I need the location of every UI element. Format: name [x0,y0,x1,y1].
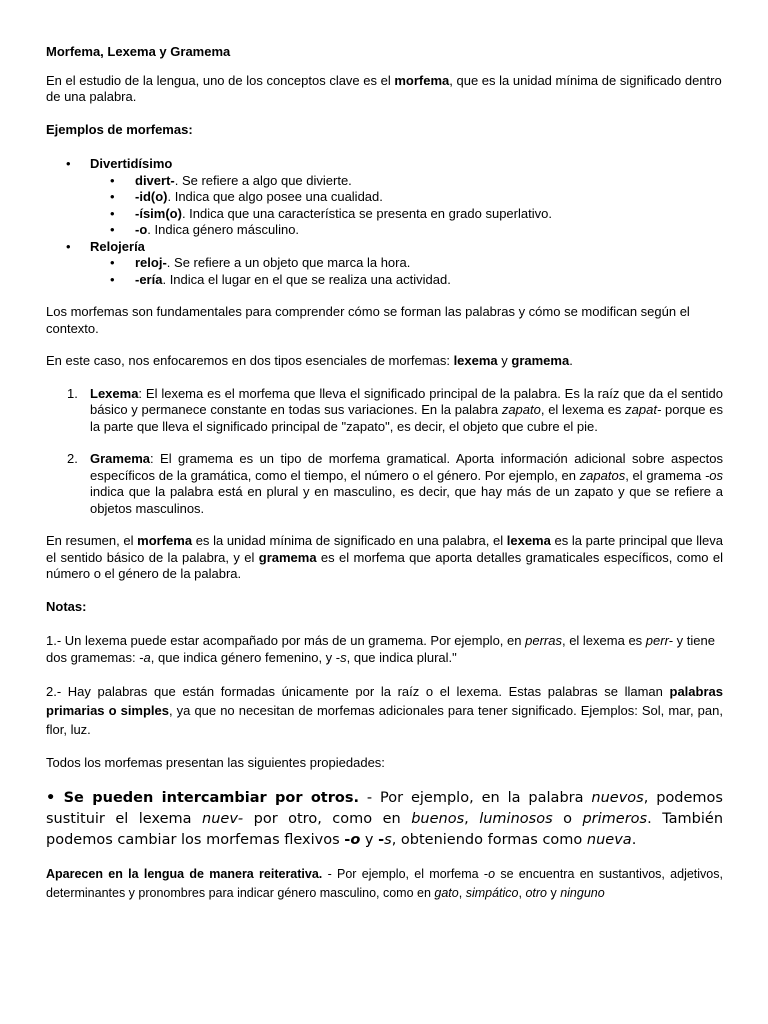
bold-term: • Se pueden intercambiar por otros. [46,789,359,806]
bold-term: lexema [506,533,551,548]
text: y [547,885,561,900]
document-page [46,44,723,903]
property-1 [46,788,723,851]
list-item [90,173,723,190]
properties-intro: Todos los morfemas presentan las siguientes propiedades: [46,755,385,770]
text: , que es la unidad mínima de significado dentro de una palabra. [46,72,722,104]
property-2 [46,865,723,903]
bold-italic-term: o [350,831,361,848]
morpheme-desc: . Indica que una característica se presenta en grado superlativo. [181,205,552,221]
italic-term: primeros [582,810,648,827]
list-item [90,255,723,272]
text: , el lexema es [561,633,646,648]
text: indica que la palabra está en plural y en masculino, es decir, que hay más de un zapato y que se refiere a objetos masculinos. [90,484,723,516]
text: , [518,885,526,900]
text: . [631,831,637,848]
text: - Por ejemplo, el morfema - [322,866,489,881]
italic-term: buenos [411,810,465,827]
text: 1.- Un lexema puede estar acompañado por más de un gramema. Por ejemplo, en [46,633,526,648]
italic-term: perras [525,633,562,648]
italic-term: -os [704,467,723,483]
italic-term: nueva [586,831,632,848]
text: , [464,810,480,827]
text: . También podemos cambiar los morfemas flexivos [46,810,724,848]
text: , que indica género femenino, y - [150,649,341,665]
text: : El gramema es un tipo de morfema gramatical. Aporta información adicional sobre aspectos específicos de la gramática, como el tiempo, el número o el género. Por ejemplo, en [90,451,723,483]
morpheme-desc: . Indica que algo posee una cualidad. [167,189,383,204]
text: En este caso, nos enfocaremos en dos tipos esenciales de morfemas: [46,353,454,368]
document-title: Morfema, Lexema y Gramema [46,44,231,59]
morpheme: -id(o) [135,189,168,204]
list-item [90,272,723,289]
text: y tiene dos gramemas: - [46,633,715,665]
bold-term: - [344,831,351,848]
list-item [46,156,723,239]
text: , obteniendo formas como [391,831,587,848]
item-number: 1. [67,385,78,401]
text: es la unidad mínima de significado en una palabra, el [192,533,507,548]
text: , el lexema es [540,402,626,417]
bold-term: morfema [137,533,193,548]
italic-term: nuevos [591,789,644,806]
text: es el morfema que aporta detalles gramaticales específicos, como el número o el género de la palabra. [46,549,723,581]
text: o [552,810,583,827]
text: En resumen, el [46,533,138,548]
bold-term: gramema [258,549,317,565]
numbered-list [46,386,723,518]
italic-term: perr- [645,633,674,648]
list-item [46,239,723,289]
italic-term: luminosos [479,810,553,827]
bold-term: Lexema [90,385,139,401]
list-item [90,206,723,223]
example-word: Relojería [90,238,145,254]
text: , el gramema [625,467,705,483]
bold-term: Aparecen en la lengua de manera reiterativa. [46,866,323,881]
text: es la parte principal que lleva el sentido básico de la palabra, y el [46,533,724,565]
list-item [90,222,723,239]
notes-heading: Notas: [46,598,87,614]
examples-list [46,156,723,288]
morpheme-list [90,255,723,288]
italic-term: gato [434,885,459,900]
note-2 [46,682,723,739]
text: , que indica plural." [346,649,457,665]
text: 2.- Hay palabras que están formadas únicamente por la raíz o el lexema. Estas palabras se llaman [46,684,670,699]
morpheme-desc: . Indica género másculino. [147,222,300,237]
text: - Por ejemplo, en la palabra [358,789,592,806]
italic-term: zapat- [625,402,662,417]
bold-term: palabras primarias o simples [46,684,723,718]
text: En el estudio de la lengua, uno de los conceptos clave es el [46,72,395,88]
morpheme: -ísim(o) [135,205,182,221]
summary-paragraph [46,533,723,583]
bold-term: lexema [453,353,498,368]
text: : El lexema es el morfema que lleva el significado principal de la palabra. Es la raíz que da el sentido básico y permanece constante en todas sus variaciones. En la palabra [90,385,723,417]
morpheme: -ería [135,271,163,287]
bold-term: gramema [511,353,570,368]
morpheme-desc: . Indica el lugar en el que se realiza una actividad. [162,271,451,287]
text: se encuentra en sustantivos, adjetivos, determinantes y pronombres para indicar género masculino, como en [46,866,723,900]
italic-term: o [488,866,496,881]
italic-term: zapatos [579,467,626,483]
list-item-lexema [46,386,723,436]
item-number: 2. [67,451,78,466]
fundamental-paragraph: Los morfemas son fundamentales para comprender cómo se forman las palabras y cómo se modifican según el contexto. [46,304,690,336]
bold-term: Gramema [90,451,150,466]
text: y [360,831,379,848]
text: porque es la parte que lleva el significado principal de "zapato", es decir, el objeto que cubre el pie. [90,402,723,434]
italic-term: ninguno [560,885,605,900]
bold-term: morfema [394,72,450,88]
note-1 [46,633,723,666]
morpheme-desc: . Se refiere a algo que divierte. [174,172,352,188]
italic-term: nuev- [202,810,244,827]
italic-term: zapato [501,402,541,417]
text: . [569,353,573,368]
list-item-gramema [46,451,723,517]
text: , podemos sustituir el lexema [46,789,723,827]
example-word: Divertidísimo [90,156,173,171]
focus-paragraph [46,353,723,370]
morpheme: divert- [135,172,175,188]
text: , [458,885,466,900]
examples-heading: Ejemplos de morfemas: [46,121,193,137]
italic-term: a [143,649,151,665]
italic-term: simpático [465,885,519,900]
italic-term: otro [525,885,547,900]
bold-term: - [378,831,385,848]
morpheme-list [90,173,723,239]
list-item [90,189,723,206]
italic-term: s [340,649,347,665]
text: , ya que no necesitan de morfemas adicionales para tener significado. Ejemplos: Sol, mar, pan, flor, luz. [46,703,723,737]
morpheme: reloj- [135,255,167,270]
morpheme-desc: . Se refiere a un objeto que marca la hora. [166,255,411,270]
text: por otro, como en [243,810,412,827]
italic-term: s [384,831,392,848]
intro-paragraph [46,73,723,106]
morpheme: -o [135,222,148,237]
text: y [497,353,512,368]
